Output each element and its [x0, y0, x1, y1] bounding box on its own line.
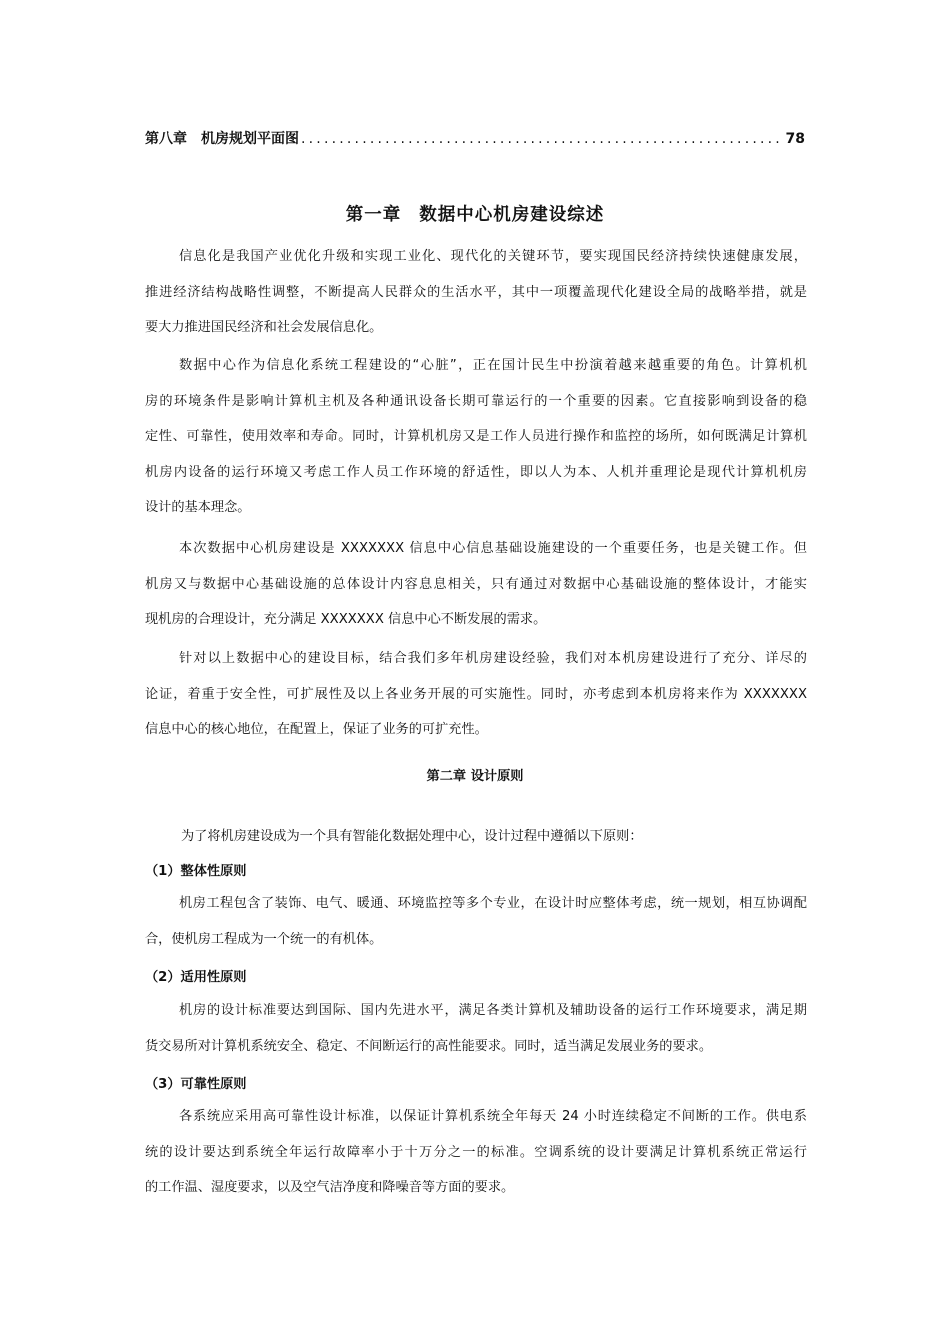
section-heading: （3）可靠性原则	[145, 1077, 247, 1092]
toc-chapter: 第八章	[145, 131, 187, 147]
toc-entry[interactable]	[145, 128, 805, 148]
paragraph	[145, 886, 807, 957]
text-line: 推进经济结构战略性调整，不断提高人民群众的生活水平，其中一项覆盖现代化建设全局的战略举措，就是	[145, 284, 807, 300]
text-line: 设计的基本理念。	[145, 500, 251, 516]
text-line: 机房工程包含了装饰、电气、暖通、环境监控等多个专业，在设计时应整体考虑，统一规划，相互协调配	[179, 896, 807, 911]
text-line: 定性、可靠性，使用效率和寿命。同时，计算机机房又是工作人员进行操作和监控的场所，如何既满足计算机	[145, 429, 807, 445]
text-line: 货交易所对计算机系统安全、稳定、不间断运行的高性能要求。同时，适当满足发展业务的要求。	[145, 1038, 713, 1054]
text-line: 机房的设计标准要达到国际、国内先进水平，满足各类计算机及辅助设备的运行工作环境要求，满足期	[179, 1003, 807, 1018]
text-line: 合，使机房工程成为一个统一的有机体。	[145, 931, 383, 947]
text-line: 信息化是我国产业优化升级和实现工业化、现代化的关键环节，要实现国民经济持续快速健康发展，	[179, 249, 807, 264]
text-line: 数据中心作为信息化系统工程建设的“心脏”，正在国计民生中扮演着越来越重要的角色。计算机机	[179, 358, 807, 373]
text-line: 针对以上数据中心的建设目标，结合我们多年机房建设经验，我们对本机房建设进行了充分、详尽的	[179, 651, 807, 666]
paragraph	[145, 641, 807, 748]
section-heading: （1）整体性原则	[145, 864, 247, 879]
text-line: 要大力推进国民经济和社会发展信息化。	[145, 320, 383, 336]
toc-title: 机房规划平面图	[201, 131, 299, 147]
toc-leader-dots	[301, 131, 784, 147]
chapter2-intro: 为了将机房建设成为一个具有智能化数据处理中心，设计过程中遵循以下原则：	[181, 829, 643, 844]
text-line: 现机房的合理设计，充分满足 XXXXXXX 信息中心不断发展的需求。	[145, 612, 547, 628]
toc-page-number: 78	[785, 131, 805, 147]
text-line: 论证，着重于安全性，可扩展性及以上各业务开展的可实施性。同时，亦考虑到本机房将来作为 XXXXXXX	[145, 686, 807, 702]
paragraph	[145, 1099, 807, 1206]
text-line: 机房又与数据中心基础设施的总体设计内容息息相关，只有通过对数据中心基础设施的整体设计，才能实	[145, 576, 807, 592]
paragraph	[145, 531, 807, 638]
chapter1-number: 第一章	[345, 205, 402, 225]
text-line: 机房内设备的运行环境又考虑工作人员工作环境的舒适性，即以人为本、人机并重理论是现代计算机机房	[145, 464, 807, 480]
text-line: 信息中心的核心地位，在配置上，保证了业务的可扩充性。	[145, 722, 488, 738]
paragraph	[145, 993, 807, 1064]
text-line: 房的环境条件是影响计算机主机及各种通讯设备长期可靠运行的一个重要的因素。它直接影响到设备的稳	[145, 393, 807, 409]
text-line: 统的设计要达到系统全年运行故障率小于十万分之一的标准。空调系统的设计要满足计算机系统正常运行	[145, 1144, 807, 1160]
text-line: 的工作温、湿度要求，以及空气洁净度和降噪音等方面的要求。	[145, 1180, 515, 1196]
paragraph	[145, 348, 807, 526]
text-line: 各系统应采用高可靠性设计标准，以保证计算机系统全年每天 24 小时连续稳定不间断的工作。供电系	[179, 1109, 807, 1124]
text-line: 本次数据中心机房建设是 XXXXXXX 信息中心信息基础设施建设的一个重要任务，也是关键工作。但	[179, 541, 807, 556]
paragraph	[145, 239, 807, 346]
chapter2-heading: 第二章 设计原则	[426, 769, 524, 784]
chapter1-title: 数据中心机房建设综述	[419, 205, 605, 225]
chapter1-heading	[0, 201, 950, 226]
section-heading: （2）适用性原则	[145, 970, 247, 985]
